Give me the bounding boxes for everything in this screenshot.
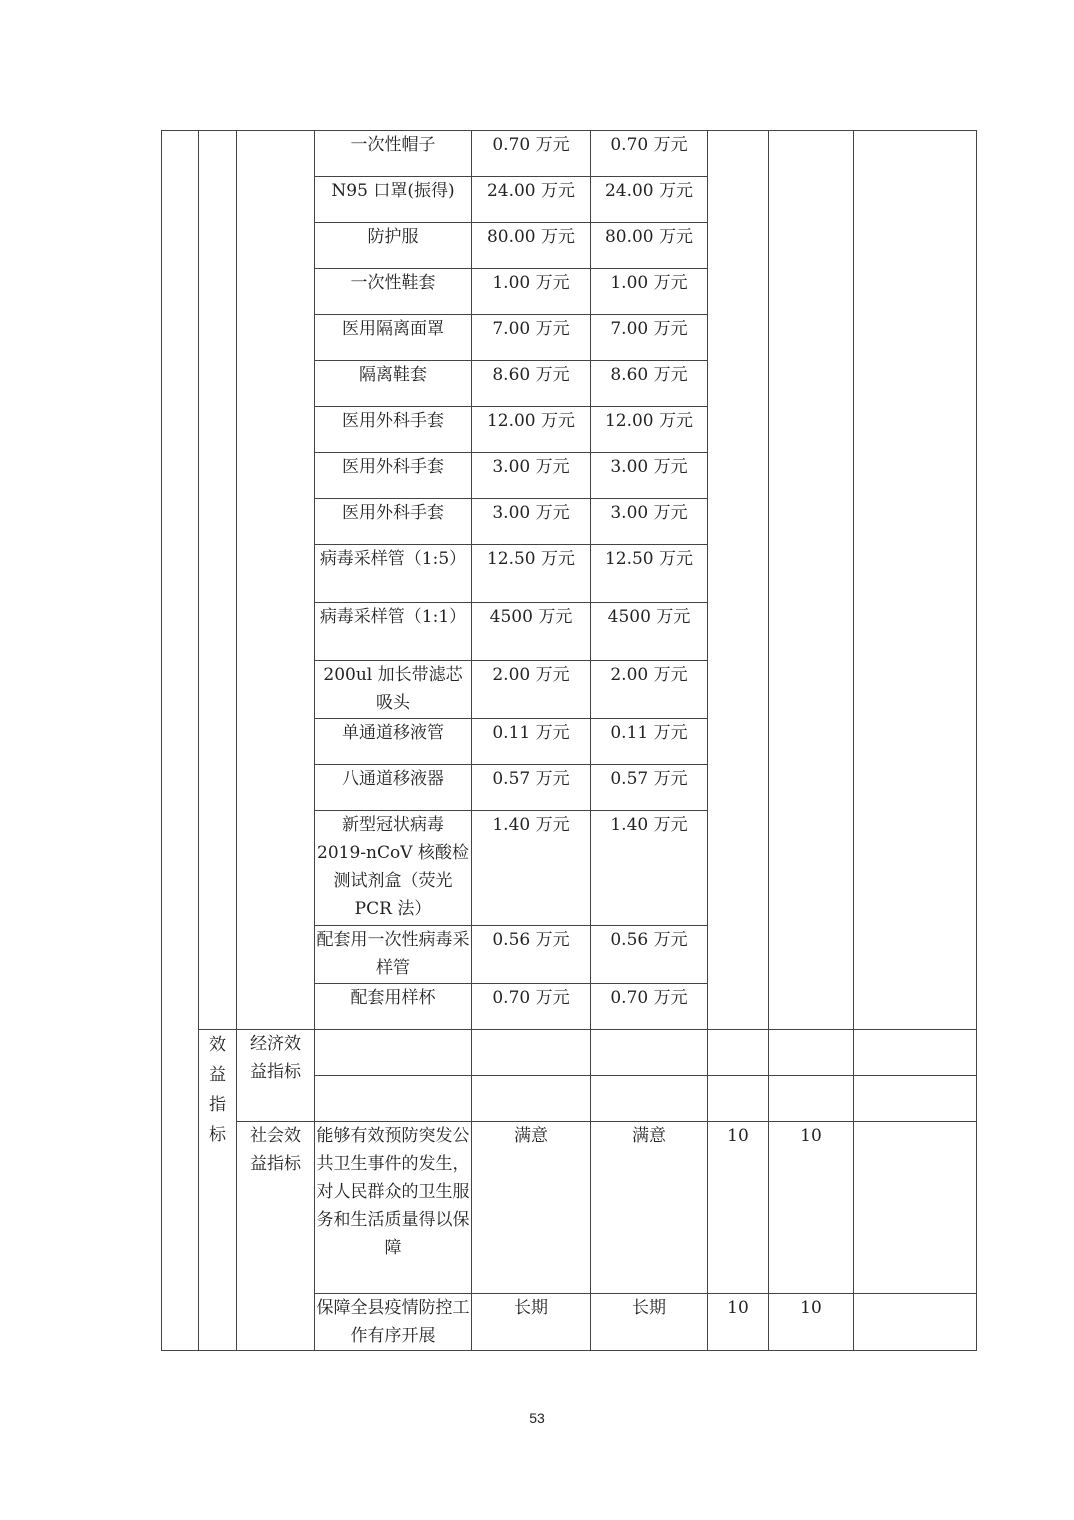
level2-cell (199, 131, 237, 1030)
item-name: 配套用一次性病毒采样管 (315, 926, 472, 984)
social-weight: 10 (708, 1122, 769, 1294)
social-target: 满意 (472, 1122, 591, 1294)
item-target: 0.70 万元 (472, 131, 591, 177)
item-actual: 7.00 万元 (591, 315, 708, 361)
remark-cell (854, 131, 977, 1030)
item-actual: 3.00 万元 (591, 499, 708, 545)
item-target: 3.00 万元 (472, 499, 591, 545)
item-target: 24.00 万元 (472, 177, 591, 223)
item-name: 防护服 (315, 223, 472, 269)
item-actual: 3.00 万元 (591, 453, 708, 499)
item-name: 医用外科手套 (315, 453, 472, 499)
item-target: 8.60 万元 (472, 361, 591, 407)
economic-target (472, 1030, 591, 1076)
item-actual: 1.40 万元 (591, 811, 708, 926)
item-name: 单通道移液管 (315, 719, 472, 765)
item-actual: 0.57 万元 (591, 765, 708, 811)
item-target: 0.57 万元 (472, 765, 591, 811)
social-actual: 满意 (591, 1122, 708, 1294)
social-target: 长期 (472, 1294, 591, 1351)
economic-score (769, 1076, 854, 1122)
item-target: 12.50 万元 (472, 545, 591, 603)
weight-cell (708, 131, 769, 1030)
economic-actual (591, 1076, 708, 1122)
item-target: 0.70 万元 (472, 984, 591, 1030)
item-name: 病毒采样管（1:1） (315, 603, 472, 661)
economic-score (769, 1030, 854, 1076)
performance-table (161, 130, 977, 1351)
item-actual: 24.00 万元 (591, 177, 708, 223)
item-name: 医用外科手套 (315, 407, 472, 453)
item-actual: 12.50 万元 (591, 545, 708, 603)
social-actual: 长期 (591, 1294, 708, 1351)
item-target: 80.00 万元 (472, 223, 591, 269)
item-name: 200ul 加长带滤芯吸头 (315, 661, 472, 719)
table-row (162, 1030, 977, 1076)
economic-actual (591, 1030, 708, 1076)
item-actual: 0.70 万元 (591, 984, 708, 1030)
table-row (162, 1122, 977, 1294)
item-actual: 12.00 万元 (591, 407, 708, 453)
table-row (162, 131, 977, 177)
item-name: 八通道移液器 (315, 765, 472, 811)
social-remark (854, 1122, 977, 1294)
item-name: N95 口罩(振得) (315, 177, 472, 223)
item-target: 1.40 万元 (472, 811, 591, 926)
item-actual: 1.00 万元 (591, 269, 708, 315)
social-indicator: 保障全县疫情防控工作有序开展 (315, 1294, 472, 1351)
item-actual: 0.70 万元 (591, 131, 708, 177)
economic-target (472, 1076, 591, 1122)
economic-indicator (315, 1076, 472, 1122)
score-cell (769, 131, 854, 1030)
item-target: 0.56 万元 (472, 926, 591, 984)
economic-indicator (315, 1030, 472, 1076)
social-indicator: 能够有效预防突发公共卫生事件的发生，对人民群众的卫生服务和生活质量得以保障 (315, 1122, 472, 1294)
item-target: 2.00 万元 (472, 661, 591, 719)
item-actual: 2.00 万元 (591, 661, 708, 719)
economic-remark (854, 1076, 977, 1122)
item-name: 新型冠状病毒 2019-nCoV 核酸检测试剂盒（荧光 PCR 法） (315, 811, 472, 926)
item-name: 医用隔离面罩 (315, 315, 472, 361)
social-label: 社会效益指标 (237, 1122, 315, 1351)
level3-cell (237, 131, 315, 1030)
item-name: 医用外科手套 (315, 499, 472, 545)
item-target: 7.00 万元 (472, 315, 591, 361)
social-weight: 10 (708, 1294, 769, 1351)
item-target: 3.00 万元 (472, 453, 591, 499)
item-target: 12.00 万元 (472, 407, 591, 453)
item-actual: 8.60 万元 (591, 361, 708, 407)
item-name: 病毒采样管（1:5） (315, 545, 472, 603)
item-target: 1.00 万元 (472, 269, 591, 315)
item-name: 隔离鞋套 (315, 361, 472, 407)
economic-weight (708, 1030, 769, 1076)
item-actual: 80.00 万元 (591, 223, 708, 269)
social-remark (854, 1294, 977, 1351)
item-name: 配套用样杯 (315, 984, 472, 1030)
item-name: 一次性帽子 (315, 131, 472, 177)
page-number: 53 (529, 1410, 545, 1426)
social-score: 10 (769, 1122, 854, 1294)
social-score: 10 (769, 1294, 854, 1351)
item-name: 一次性鞋套 (315, 269, 472, 315)
item-actual: 0.11 万元 (591, 719, 708, 765)
economic-label: 经济效益指标 (237, 1030, 315, 1122)
item-actual: 4500 万元 (591, 603, 708, 661)
level1-cell (162, 131, 199, 1351)
benefit-label: 效益指标 (199, 1030, 237, 1351)
economic-weight (708, 1076, 769, 1122)
item-target: 4500 万元 (472, 603, 591, 661)
economic-remark (854, 1030, 977, 1076)
item-target: 0.11 万元 (472, 719, 591, 765)
item-actual: 0.56 万元 (591, 926, 708, 984)
